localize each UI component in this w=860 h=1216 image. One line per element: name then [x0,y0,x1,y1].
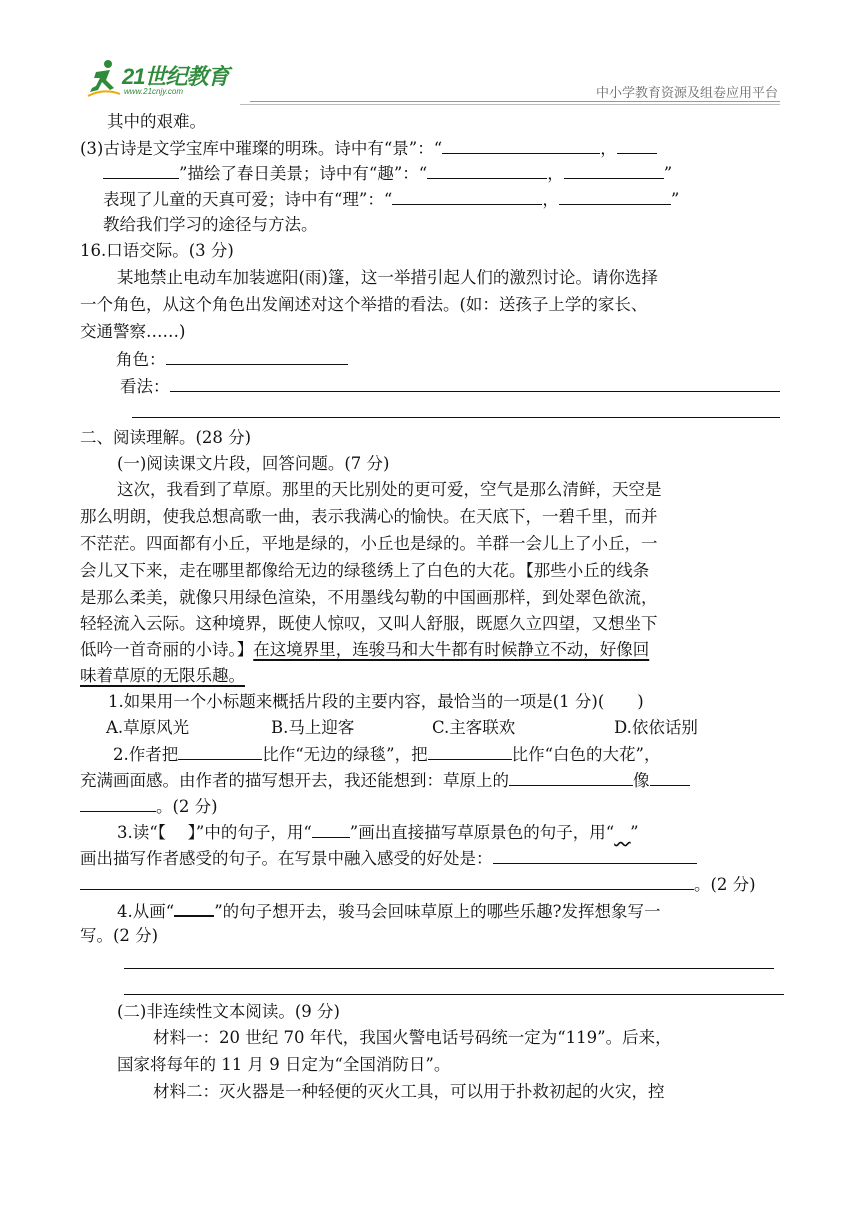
passage-line-8 [80,664,245,688]
q16-body-1: 某地禁止电动车加装遮阳(雨)篷，这一举措引起人们的激烈讨论。请你选择 [117,268,658,287]
answer-blank[interactable] [493,846,697,864]
passage-line: 这次，我看到了草原。那里的天比别处的更可爱，空气是那么清鲜，天空是 [117,480,662,499]
answer-blank[interactable] [178,742,262,760]
answer-blank[interactable] [617,136,657,154]
q1-option-d[interactable]: D.依依话别 [614,718,698,737]
q15-part3-line3 [103,187,679,212]
role-input[interactable] [166,347,348,365]
underlined-sentence: 在这境界里，连骏马和大牛都有时候静立不动，好像回 [253,640,650,659]
q2-line3: 。(2 分) [80,794,218,819]
passage-line-7 [80,638,649,662]
quote-mark: ” [670,190,680,209]
q3-line1: 3.读“【 】”中的句子，用“ ”画出直接描写草原景色的句子，用“ ” [117,820,639,845]
answer-blank[interactable] [442,136,600,154]
q15-part3-text-a: (3)古诗是文学宝库中璀璨的明珠。诗中有“景”：“ [80,139,443,158]
logo-url: www.21cnjy.com [124,87,183,96]
logo-text: 21世纪教育 [122,64,229,89]
q1-option-a[interactable]: A.草原风光 [106,718,190,737]
platform-name: 中小学教育资源及组卷应用平台 [595,86,778,101]
answer-line[interactable] [124,968,774,969]
q4-line2: 写。(2 分) [80,926,159,945]
q15-part3-line4: 教给我们学习的途径与方法。 [103,215,318,234]
answer-line[interactable] [132,417,780,418]
quote-mark: ” [663,164,673,183]
q16-title: 16.口语交际。(3 分) [80,241,234,260]
material1-line1: 材料一：20 世纪 70 年代，我国火警电话号码统一定为“119”。后来， [153,1028,672,1047]
q1-option-b[interactable]: B.马上迎客 [271,718,355,737]
q1-question: 1.如果用一个小标题来概括片段的主要内容，最恰当的一项是(1 分)( ) [108,692,644,711]
straight-line-symbol [312,820,350,838]
running-man-icon [86,58,122,98]
header-divider [250,101,780,102]
part1-title: (一)阅读课文片段，回答问题。(7 分) [117,454,390,473]
passage-line: 轻轻流入云际。这种境界，既使人惊叹，又叫人舒服，既愿久立四望，又想坐下 [80,614,658,633]
answer-blank[interactable] [509,768,633,786]
material1-line2: 国家将每年的 11 月 9 日定为“全国消防日”。 [117,1055,451,1074]
q15-continuation: 其中的艰难。 [107,112,206,131]
q2-line1: 2.作者把 比作“无边的绿毯”，把 比作“白色的大花”， [113,742,661,767]
q4-line1: 4.从画“ ”的句子想开去，骏马会回味草原上的哪些乐趣?发挥想象写一 [117,898,660,924]
thick-line-symbol [174,898,214,917]
passage-line: 那么明朗，使我总想高歌一曲，表示我满心的愉快。在天底下，一碧千里，而并 [80,507,658,526]
wavy-line-symbol [614,821,630,845]
underlined-sentence: 味着草原的无限乐趣。 [80,666,245,685]
answer-line[interactable] [124,994,784,995]
q15-part3-text-b: ”描绘了春日美景；诗中有“趣”：“ [179,164,428,183]
q16-body-2: 一个角色，从这个角色出发阐述对这个举措的看法。(如：送孩子上学的家长、 [80,295,648,314]
q16-role-row [116,347,348,372]
section2-title: 二、阅读理解。(28 分) [80,428,252,447]
answer-blank[interactable] [564,161,664,179]
q3-line3: 。(2 分) [80,872,756,897]
passage-bracket-end: 低吟一首奇丽的小诗。】 [80,640,254,659]
q15-part3-line2 [103,161,672,186]
view-label: 看法： [120,377,170,396]
q1-option-c[interactable]: C.主客联欢 [432,718,516,737]
material2-line1: 材料二：灭火器是一种轻便的灭火工具，可以用于扑救初起的火灾，控 [153,1082,665,1101]
q15-part3-text-c: 表现了儿童的天真可爱；诗中有“理”：“ [103,190,393,209]
part2-title: (二)非连续性文本阅读。(9 分) [117,1002,340,1021]
comma: ， [600,139,617,158]
passage-line: 不茫茫。四面都有小丘，平地是绿的，小丘也是绿的。羊群一会儿上了小丘，一 [80,534,658,553]
q15-part3-line1 [80,136,657,161]
q3-line2: 画出描写作者感受的句子。在写景中融入感受的好处是： [80,846,697,871]
answer-blank[interactable] [428,742,512,760]
logo [86,58,236,102]
passage-line: 是那么柔美，就像只用绿色渲染，不用墨线勾勒的中国画那样，到处翠色欲流， [80,588,658,607]
passage-line: 会儿又下来，走在哪里都像给无边的绿毯绣上了白色的大花。【那些小丘的线条 [80,561,650,580]
answer-blank[interactable] [559,187,671,205]
answer-blank[interactable] [80,872,694,890]
view-input[interactable] [170,374,780,392]
answer-blank[interactable] [392,187,542,205]
q16-view-row [120,374,780,399]
answer-blank[interactable] [80,794,156,812]
comma: ， [547,164,564,183]
answer-blank[interactable] [427,161,547,179]
page-header [0,0,860,110]
comma: ， [542,190,559,209]
q16-body-3: 交通警察……) [80,322,186,341]
q2-line2: 充满画面感。由作者的描写想开去，我还能想到：草原上的 像 [80,768,690,793]
answer-blank[interactable] [650,768,690,786]
role-label: 角色： [116,350,166,369]
answer-blank[interactable] [103,161,179,179]
header-divider-2 [240,104,780,105]
